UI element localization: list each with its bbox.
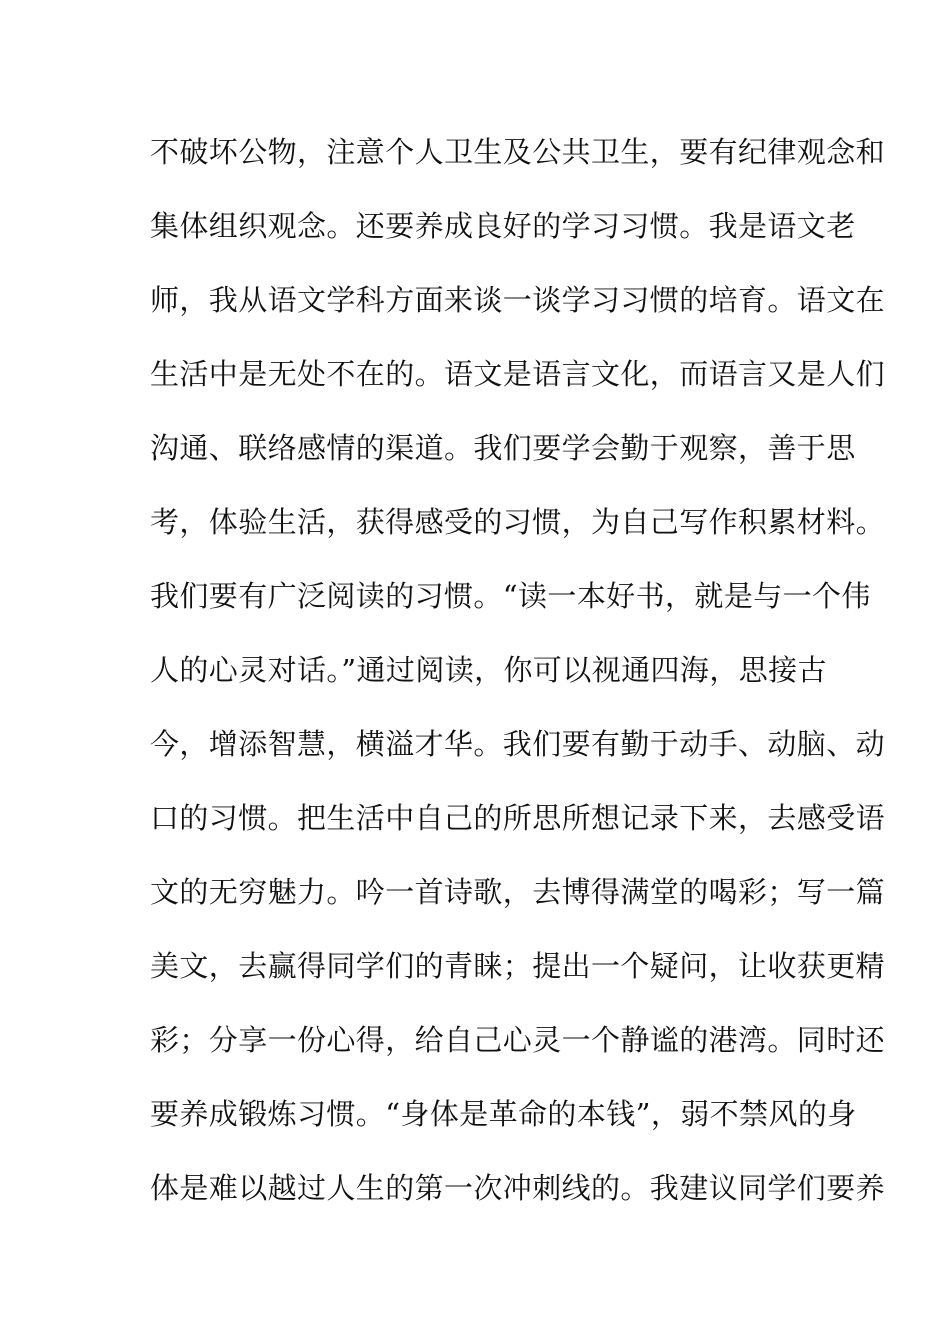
text-line: 师，我从语文学科方面来谈一谈学习习惯的培育。语文在: [150, 283, 886, 317]
text-line: 体是难以越过人生的第一次冲刺线的。我建议同学们要养: [150, 1171, 886, 1205]
text-line: 考，体验生活，获得感受的习惯，为自己写作积累材料。: [150, 505, 886, 539]
body-text: [150, 122, 886, 1232]
text-line: 今，增添智慧，横溢才华。我们要有勤于动手、动脑、动: [150, 727, 886, 761]
text-line: 文的无穷魅力。吟一首诗歌，去博得满堂的喝彩；写一篇: [150, 875, 886, 909]
text-line: 不破坏公物，注意个人卫生及公共卫生，要有纪律观念和: [150, 135, 886, 169]
text-line: 生活中是无处不在的。语文是语言文化，而语言又是人们: [150, 357, 886, 391]
text-line: 沟通、联络感情的渠道。我们要学会勤于观察，善于思: [150, 431, 856, 465]
text-line: 口的习惯。把生活中自己的所思所想记录下来，去感受语: [150, 801, 886, 835]
text-line: 人的心灵对话。”通过阅读，你可以视通四海，思接古: [150, 653, 827, 687]
text-line: 要养成锻炼习惯。“身体是革命的本钱”，弱不禁风的身: [150, 1097, 857, 1131]
text-line: 彩；分享一份心得，给自己心灵一个静谧的港湾。同时还: [150, 1023, 886, 1057]
text-line: 我们要有广泛阅读的习惯。“读一本好书，就是与一个伟: [150, 579, 871, 613]
text-line: 集体组织观念。还要养成良好的学习习惯。我是语文老: [150, 209, 856, 243]
text-line: 美文，去赢得同学们的青睐；提出一个疑问，让收获更精: [150, 949, 886, 983]
